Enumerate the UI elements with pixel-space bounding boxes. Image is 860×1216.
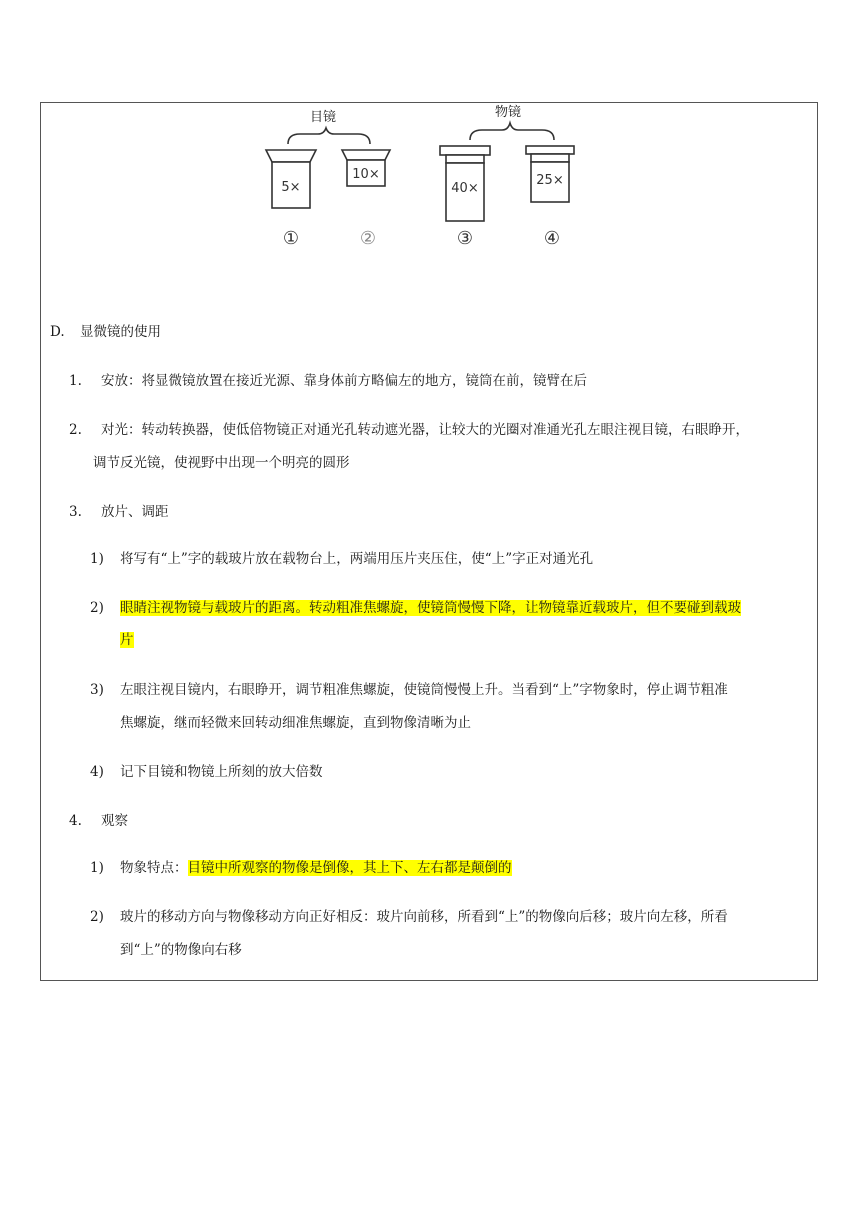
lens-num-3: ③ — [456, 228, 474, 249]
lens-num-4: ④ — [543, 228, 561, 249]
lens-num-1: ① — [282, 228, 300, 249]
lens-mark-3: 40× — [451, 181, 479, 196]
step-text: 安放：将显微镜放置在接近光源、靠身体前方略偏左的地方，镜筒在前，镜臂在后 — [101, 373, 587, 389]
section-marker: D. — [50, 324, 65, 340]
substep-text-line1: 左眼注视目镜内，右眼睁开，调节粗准焦螺旋，使镜筒慢慢上升。当看到“上”字物象时，停止调节粗准 — [120, 682, 728, 698]
step-text: 观察 — [101, 813, 128, 829]
step-number: 3. — [69, 504, 82, 520]
objective-brace — [470, 123, 554, 140]
substep-number: 2) — [90, 909, 104, 925]
objective-25x — [526, 146, 574, 202]
substep-text-line1 — [120, 591, 741, 625]
lens-num-2: ② — [359, 228, 377, 249]
step-number: 4. — [69, 813, 82, 829]
step-text-line1: 对光：转动转换器，使低倍物镜正对通光孔转动遮光器，让较大的光圈对准通光孔左眼注视目镜，右眼睁开， — [101, 422, 749, 438]
substep-prefix: 物象特点： — [120, 860, 188, 876]
substep-number: 1) — [90, 860, 104, 876]
section-title: 显微镜的使用 — [80, 324, 161, 340]
eyepiece-5x — [266, 150, 316, 208]
eyepiece-label: 目镜 — [309, 110, 337, 125]
step-number: 2. — [69, 422, 82, 438]
substep-number: 4) — [90, 764, 104, 780]
substep-text-line2 — [120, 623, 134, 657]
step-text-line2: 调节反光镜，使视野中出现一个明亮的圆形 — [93, 455, 350, 471]
substep-text-line2: 焦螺旋，继而轻微来回转动细准焦螺旋，直到物像清晰为止 — [120, 715, 471, 731]
step-number: 1. — [69, 373, 82, 389]
substep-text — [120, 851, 512, 885]
substep-text: 将写有“上”字的载玻片放在载物台上，两端用压片夹压住，使“上”字正对通光孔 — [120, 551, 594, 567]
substep-text-line2: 到“上”的物像向右移 — [120, 942, 242, 958]
objective-label: 物镜 — [494, 105, 522, 120]
highlight-text: 目镜中所观察的物像是倒像，其上下、左右都是颠倒的 — [187, 860, 512, 876]
highlight-text: 眼睛注视物镜与载玻片的距离。转动粗准焦螺旋，使镜筒慢慢下降，让物镜靠近载玻片，但不要碰到载玻 — [120, 600, 741, 616]
lens-mark-1: 5× — [281, 180, 301, 195]
highlight-text: 片 — [120, 632, 134, 648]
lens-diagram — [258, 104, 590, 260]
lens-mark-2: 10× — [352, 167, 380, 182]
eyepiece-10x — [342, 150, 390, 186]
substep-number: 1) — [90, 551, 104, 567]
substep-number: 2) — [90, 600, 104, 616]
step-text: 放片、调距 — [101, 504, 169, 520]
substep-number: 3) — [90, 682, 104, 698]
substep-text-line1: 玻片的移动方向与物像移动方向正好相反：玻片向前移，所看到“上”的物像向后移；玻片向左移，所看 — [120, 909, 728, 925]
lens-mark-4: 25× — [536, 173, 564, 188]
substep-text: 记下目镜和物镜上所刻的放大倍数 — [120, 764, 323, 780]
eyepiece-brace — [288, 128, 370, 144]
objective-40x — [440, 146, 490, 221]
